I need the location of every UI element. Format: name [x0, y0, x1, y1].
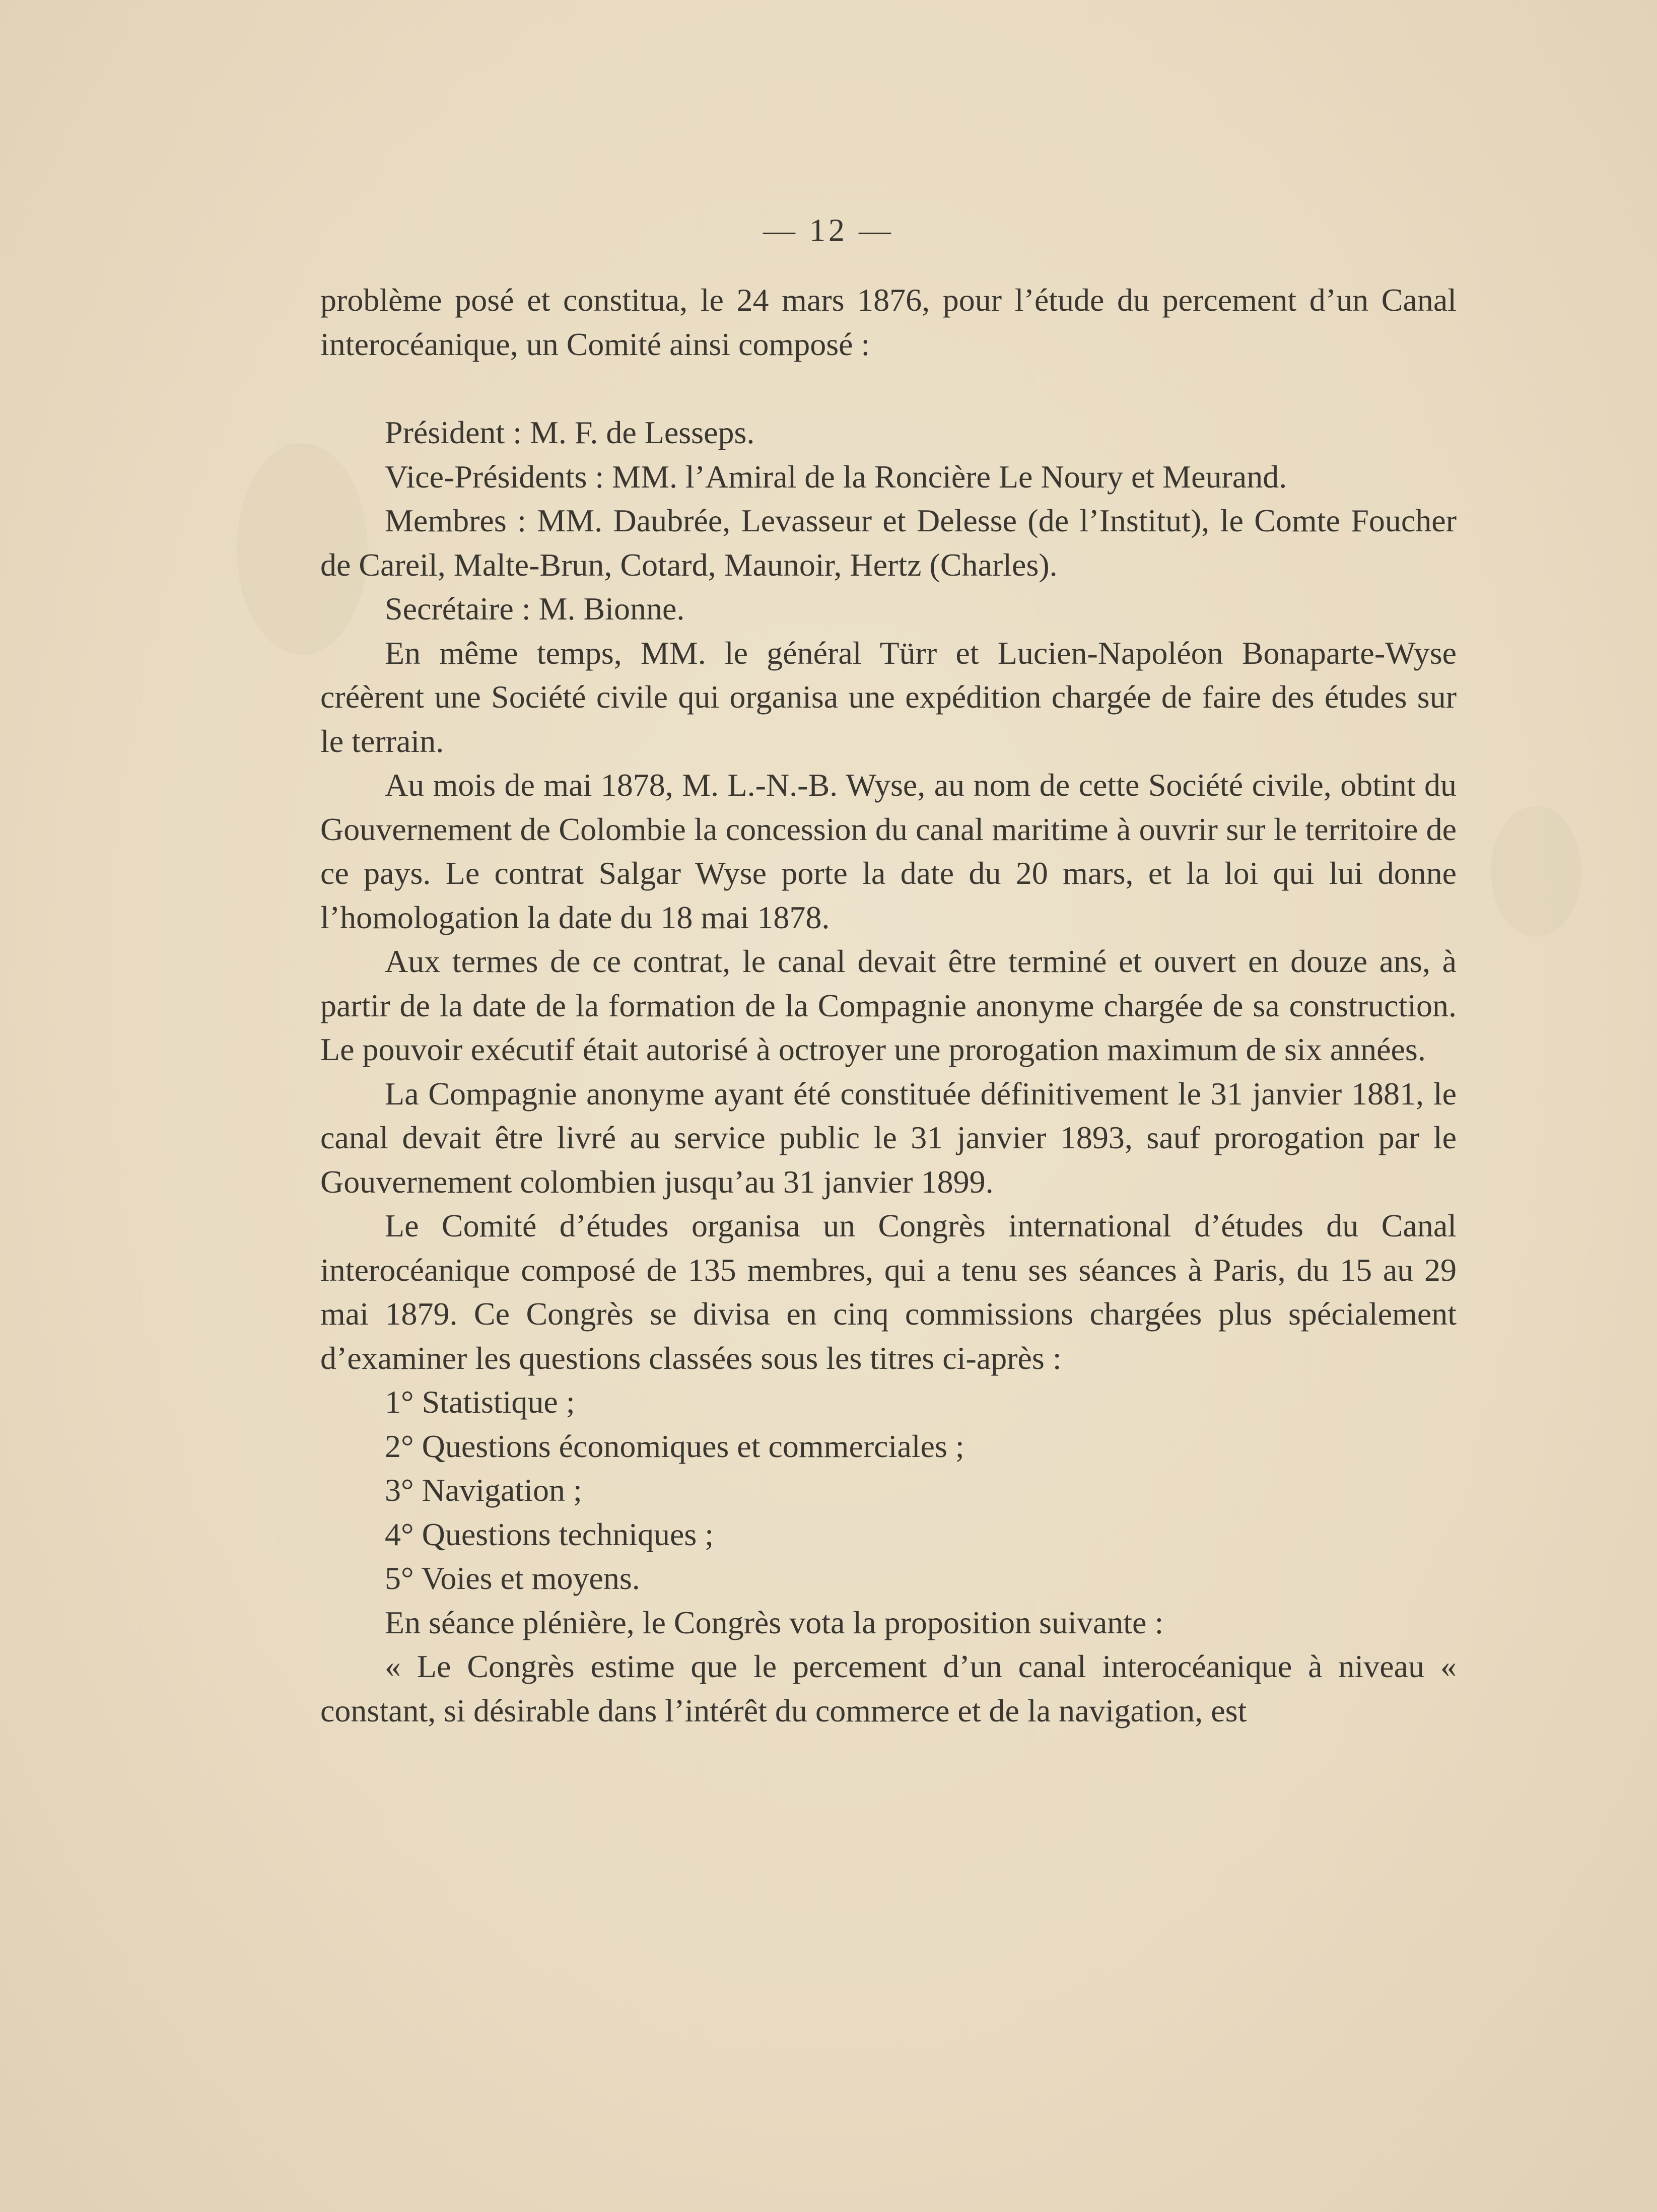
paragraph: Le Comité d’études organisa un Congrès international d’études du Canal interocéanique composé de 135 membres, qui a tenu ses séances à Paris, du 15 au 29 mai 1879. Ce Congrès se divisa en cinq commissions chargées plus spécialement d’examiner les questions classées sous les titres ci-après :: [320, 1208, 1457, 1376]
committee-secretary: Secrétaire : M. Bionne.: [385, 591, 685, 627]
paper-stain: [1491, 806, 1581, 937]
list-item: 5° Voies et moyens.: [385, 1560, 640, 1596]
list-item: 2° Questions économiques et commerciales ;: [385, 1428, 964, 1464]
committee-president: Président : M. F. de Lesseps.: [385, 414, 755, 450]
body-text: [320, 278, 1457, 1733]
committee-vice-presidents: Vice-Présidents : MM. l’Amiral de la Roncière Le Noury et Meurand.: [385, 458, 1287, 495]
paragraph: En séance plénière, le Congrès vota la proposition suivante :: [385, 1604, 1164, 1640]
paragraph: Au mois de mai 1878, M. L.-N.-B. Wyse, au nom de cette Société civile, obtint du Gouvernement de Colombie la concession du canal maritime à ouvrir sur le territoire de ce pays. Le contrat Salgar Wyse porte la date du 20 mars, et la loi qui lui donne l’homologation la date du 18 mai 1878.: [320, 767, 1457, 935]
paragraph: Aux termes de ce contrat, le canal devait être terminé et ouvert en douze ans, à partir de la date de la formation de la Compagnie anonyme chargée de sa construction. Le pouvoir exécutif était autorisé à octroyer une prorogation maximum de six années.: [320, 943, 1457, 1067]
paragraph-continuation: problème posé et constitua, le 24 mars 1876, pour l’étude du percement d’un Canal interocéanique, un Comité ainsi composé :: [320, 282, 1457, 362]
committee-members: Membres : MM. Daubrée, Levasseur et Delesse (de l’Institut), le Comte Foucher de Careil, Malte-Brun, Cotard, Maunoir, Hertz (Charles).: [320, 503, 1457, 583]
list-item: 1° Statistique ;: [385, 1384, 575, 1420]
list-item: 3° Navigation ;: [385, 1472, 582, 1508]
quotation: « Le Congrès estime que le percement d’un canal interocéanique à niveau « constant, si désirable dans l’intérêt du commerce et de la navigation, est: [320, 1648, 1457, 1729]
paragraph: La Compagnie anonyme ayant été constituée définitivement le 31 janvier 1881, le canal devait être livré au service public le 31 janvier 1893, sauf prorogation par le Gouvernement colombien jusqu’au 31 janvier 1899.: [320, 1075, 1457, 1200]
paragraph: En même temps, MM. le général Türr et Lucien-Napoléon Bonaparte-Wyse créèrent une Société civile qui organisa une expédition chargée de faire des études sur le terrain.: [320, 635, 1457, 759]
page-number: — 12 —: [763, 212, 894, 248]
list-item: 4° Questions techniques ;: [385, 1516, 714, 1552]
